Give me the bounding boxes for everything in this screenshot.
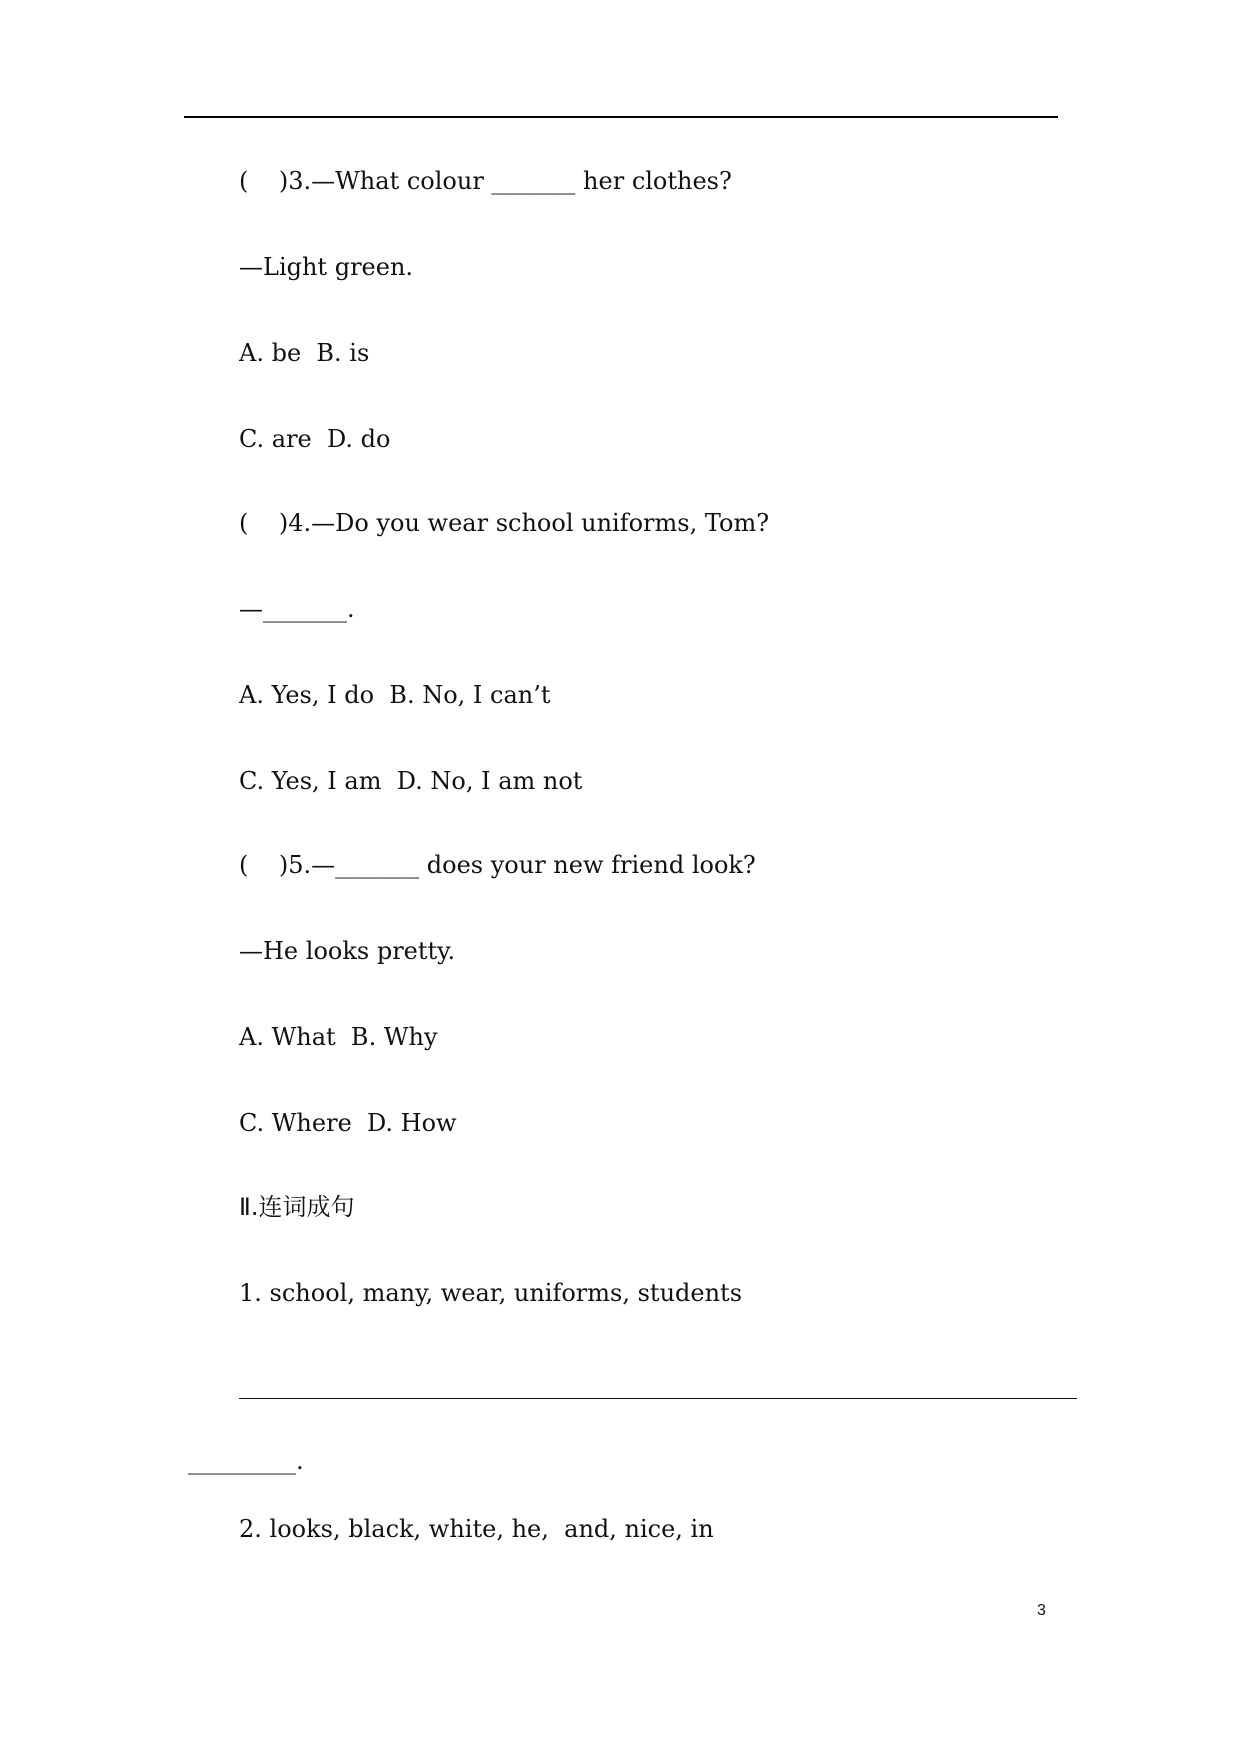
page-number: 3 bbox=[1037, 1602, 1046, 1619]
answer-blank-tail: _________. bbox=[188, 1447, 304, 1475]
answer-blank-line bbox=[239, 1398, 1077, 1400]
question-3-stem: ( )3.—What colour _______ her clothes? bbox=[239, 167, 732, 195]
question-4-options-cd: C. Yes, I am D. No, I am not bbox=[239, 767, 583, 795]
question-3-options-ab: A. be B. is bbox=[239, 339, 370, 367]
question-4-options-ab: A. Yes, I do B. No, I can’t bbox=[239, 681, 551, 709]
section-2-item-1: 1. school, many, wear, uniforms, students bbox=[239, 1279, 743, 1307]
question-4-stem: ( )4.—Do you wear school uniforms, Tom? bbox=[239, 509, 770, 537]
question-5-options-cd: C. Where D. How bbox=[239, 1109, 457, 1137]
question-3-answer: —Light green. bbox=[239, 253, 414, 281]
question-3-options-cd: C. are D. do bbox=[239, 425, 391, 453]
header-rule bbox=[184, 116, 1058, 118]
question-5-stem: ( )5.—_______ does your new friend look? bbox=[239, 851, 756, 879]
question-4-answer: —_______. bbox=[239, 595, 355, 623]
question-5-answer: —He looks pretty. bbox=[239, 937, 456, 965]
section-2-item-2: 2. looks, black, white, he, and, nice, in bbox=[239, 1515, 714, 1543]
section-2-heading: Ⅱ.连词成句 bbox=[239, 1193, 355, 1221]
question-5-options-ab: A. What B. Why bbox=[239, 1023, 438, 1051]
